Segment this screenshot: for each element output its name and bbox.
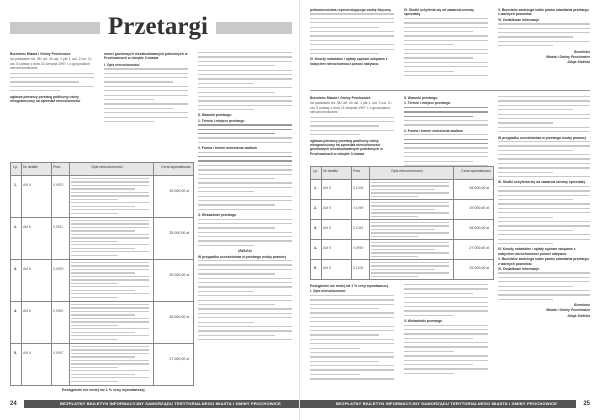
parcel-table-right	[310, 166, 494, 280]
body-text-lines	[498, 96, 590, 132]
subsection-heading: 3. Wskazówki przetargu	[198, 213, 237, 218]
table-row	[11, 343, 193, 385]
parcel-price: 28 000,00 zł	[469, 186, 489, 190]
column-header: Nr działki	[23, 165, 38, 169]
table-row	[311, 259, 493, 279]
body-text-lines	[404, 284, 488, 316]
announcer-heading: Burmistrz Miasta i Gminy Prochowice	[310, 96, 371, 100]
parcel-description	[71, 178, 149, 216]
announcement-heading: ogłasza pierwszy przetarg publiczny ustny nieograniczony na sprzedaż nieruchomości	[10, 94, 81, 103]
row-number: 1.	[14, 183, 17, 187]
parcel-area: 0,0951	[53, 309, 64, 313]
deposit-note-heading: W przypadku uczestnictwa w przetargu osoby prawnej	[198, 254, 286, 259]
left-col-2	[104, 52, 188, 125]
parcel-price: 29 000,00 zł	[469, 206, 489, 210]
page-number: 24	[10, 401, 17, 407]
row-number: 2.	[314, 206, 317, 210]
column-header: Pow.	[53, 165, 61, 169]
table-row	[11, 301, 193, 344]
parcel-description	[71, 220, 149, 258]
body-text-lines	[198, 260, 292, 340]
row-number: 5.	[314, 266, 317, 270]
footer-text: BEZPŁATNY BIULETYN INFORMACYJNY SAMORZĄDU TERYTORIALNEGO MIASTA I GMINY PROCHOWICE	[336, 401, 557, 406]
parcel-description	[371, 242, 449, 259]
section-heading: W przypadku uczestnictwa w przetargu osoby prawnej	[498, 135, 586, 140]
parcel-id: AM 5	[323, 226, 331, 230]
subsection-heading: 2. Forma i termin wniesienia wadium	[198, 146, 257, 151]
body-text-lines	[404, 18, 488, 76]
parcel-price: 29 000,00 zł	[469, 266, 489, 270]
bid-increment-note: Postąpienie nie mniej niż 1 % ceny wywoławczej.	[62, 388, 146, 392]
column-header: Pow.	[353, 169, 361, 173]
subsection-heading: 1. Termin i miejsce przetargu	[198, 118, 245, 123]
parcel-description	[71, 262, 149, 300]
column-heading: pełnomocnictwa reprezentującego osobę fizyczną	[310, 8, 391, 12]
parcel-area: 0,1041	[353, 226, 364, 230]
table-row	[311, 219, 493, 240]
page-title: Przetargi	[100, 12, 216, 42]
costs-note: IV. Koszty notarialne i opłaty sądowe związane z nabyciem nieruchomości ponosi nabywca.	[498, 247, 576, 256]
parcel-area: 0,0911	[53, 225, 64, 229]
column-heading: V. Burmistrz zastrzega sobie prawo odwołania przetargu z ważnych powodów.	[498, 8, 589, 17]
parcel-price: 25 000,00 zł	[169, 231, 189, 235]
parcel-description	[71, 346, 149, 384]
page-number: 25	[583, 401, 590, 407]
bid-increment-note: Postąpienie nie mniej niż 1 % ceny wywoławczej.	[310, 284, 389, 288]
column-header: Nr działki	[323, 169, 338, 173]
signature-title: Burmistrz	[574, 303, 590, 308]
signature-office: Miasta i Gminy Prochowice	[546, 308, 590, 313]
parcel-id: AM 6	[23, 225, 31, 229]
right-col-3	[498, 96, 590, 319]
parcel-id: AM 5	[323, 266, 331, 270]
body-text-lines	[404, 107, 488, 126]
parcel-price: 25 000,00 zł	[169, 273, 189, 277]
table-row	[311, 179, 493, 200]
signature-name: Alicja Sielicka	[567, 313, 590, 318]
column-header: Cena wywoławcza	[461, 169, 491, 173]
parcel-table-left	[10, 162, 194, 386]
signature-office: Miasta i Gminy Prochowice	[546, 54, 590, 59]
table-row	[11, 175, 193, 218]
left-col-3	[198, 52, 292, 343]
legal-basis: na podstawie art. 38 i art. 40 ust. 1 pkt 1, ust. 2 ust. 3 i ust. 5 ustawy z dnia 21 sierpnia 1997 r. o gospodarce nieruchomościami	[310, 101, 392, 115]
parcel-id: AM 6	[23, 267, 31, 271]
subsection-heading: 3. Wskazówki przetargu	[404, 319, 443, 324]
parcel-id: AM 5	[323, 246, 331, 250]
column-header: Lp.	[313, 169, 318, 173]
body-text-lines	[198, 219, 292, 247]
section-heading: VI. Dodatkowe informacje	[498, 266, 540, 271]
signature-block	[498, 50, 590, 65]
parcel-description	[371, 262, 449, 279]
parcel-description	[371, 222, 449, 239]
row-number: 2.	[14, 225, 17, 229]
parcel-area: 0,0990	[353, 246, 364, 250]
parcel-description	[371, 182, 449, 199]
right-lower-col-1	[310, 284, 394, 383]
parcel-price: 25 000,00 zł	[169, 189, 189, 193]
right-page	[300, 0, 600, 420]
right-lower-col-2	[404, 284, 488, 377]
row-number: 1.	[314, 186, 317, 190]
section-heading: VI. Dodatkowe informacje	[498, 17, 540, 22]
footer-text: BEZPŁATNY BIULETYN INFORMACYJNY SAMORZĄDU TERYTORIALNEGO MIASTA I GMINY PROCHOWICE	[60, 401, 281, 406]
section-heading: II. Warunki przetargu	[404, 96, 438, 100]
body-text-lines	[310, 295, 394, 380]
body-text-lines	[404, 325, 488, 375]
table-row	[11, 259, 193, 302]
parcel-area: 0,1099	[353, 206, 364, 210]
body-text-lines	[310, 117, 394, 136]
right-col-1	[310, 96, 394, 157]
column-header: Opis nieruchomości	[391, 169, 423, 173]
section-heading: III. Skutki uchylenia się od zawarcia umowy sprzedaży	[498, 180, 586, 185]
body-text-lines	[310, 13, 394, 54]
legal-basis: na podstawie art. 38 i art. 40 ust. 1 pkt 1, ust. 2 ust. 3 i ust. 5 ustawy z dnia 21 sierpnia 1997 r. o gospodarce nieruchomościami	[10, 57, 92, 71]
parcel-area: 0,0929	[53, 267, 64, 271]
row-number: 4.	[314, 246, 317, 250]
cancellation-note: V. Burmistrz zastrzega sobie prawo odwołania przetargu z ważnych powodów.	[498, 257, 589, 266]
row-number: 3.	[314, 226, 317, 230]
parcel-id: AM 6	[23, 183, 31, 187]
row-number: 3.	[14, 267, 17, 271]
parcel-price: 27 000,00 zł	[469, 246, 489, 250]
signature-title: Burmistrz	[574, 49, 590, 54]
table-row	[11, 217, 193, 260]
parcel-area: 0,1105	[353, 266, 364, 270]
uwaga-heading: UWAGA!	[237, 249, 253, 254]
parcel-price: 26 000,00 zł	[169, 315, 189, 319]
row-number: 5.	[14, 351, 17, 355]
signature-name: Alicja Sielicka	[567, 60, 590, 65]
body-text-lines	[498, 186, 590, 244]
parcel-id: AM 5	[323, 186, 331, 190]
parcel-description	[371, 202, 449, 219]
subsection-heading: 2. Forma i termin wniesienia wadium	[404, 128, 463, 133]
parcel-area: 0,1034	[353, 186, 364, 190]
page-title-bar	[10, 12, 292, 42]
parcel-id: AM 6	[23, 351, 31, 355]
parcel-description	[71, 304, 149, 342]
announcer-heading: Burmistrz Miasta i Gminy Prochowice	[10, 52, 71, 56]
column-header: Opis nieruchomości	[91, 165, 123, 169]
row-number: 4.	[14, 309, 17, 313]
column-header: Lp.	[13, 165, 18, 169]
right-col-2	[404, 96, 488, 174]
body-text-lines	[498, 141, 590, 177]
parcel-area: 0,0870	[53, 183, 64, 187]
parcel-id: AM 5	[323, 206, 331, 210]
parcel-id: AM 6	[23, 309, 31, 313]
left-col-1	[10, 52, 94, 104]
parcel-area: 0,0997	[53, 351, 64, 355]
section-heading: I. Opis nieruchomości	[104, 62, 140, 67]
body-text-lines	[198, 124, 292, 143]
parcel-price: 28 000,00 zł	[469, 226, 489, 230]
subsection-heading: 1. Termin i miejsce przetargu	[404, 101, 451, 106]
costs-note: IV. Koszty notarialne i opłaty sądowe związane z nabyciem nieruchomości ponosi nabywca.	[310, 57, 388, 66]
table-row	[311, 239, 493, 260]
body-text-lines	[498, 23, 590, 46]
table-row	[311, 199, 493, 220]
section-heading: II. Warunki przetargu	[198, 113, 232, 118]
body-text-lines	[104, 68, 188, 122]
section-heading: I. Opis nieruchomości	[310, 289, 346, 294]
parcel-price: 27 000,00 zł	[169, 357, 189, 361]
announcement-heading: ogłasza pierwszy przetarg publiczny ustny nieograniczony na sprzedaż nieruchomości gruntowych niezabudowanych położonych w Prochowicach w obrębie 3 miasta	[310, 138, 383, 156]
column-header: Cena wywoławcza	[161, 165, 191, 169]
body-text-lines	[198, 52, 292, 110]
column-heading: mości gruntowych niezabudowanych położonych w Prochowicach w obrębie 3 miasta	[104, 52, 188, 61]
signature-block	[498, 303, 590, 318]
column-heading: IV. Skutki uchylenia się od zawarcia umowy sprzedaży	[404, 8, 474, 17]
right-top-col-2	[404, 8, 488, 79]
body-text-lines	[10, 73, 94, 92]
body-text-lines	[198, 152, 292, 210]
section-divider	[310, 90, 590, 91]
body-text-lines	[498, 272, 590, 300]
right-top-col-1	[310, 8, 394, 67]
right-top-col-3	[498, 8, 590, 66]
